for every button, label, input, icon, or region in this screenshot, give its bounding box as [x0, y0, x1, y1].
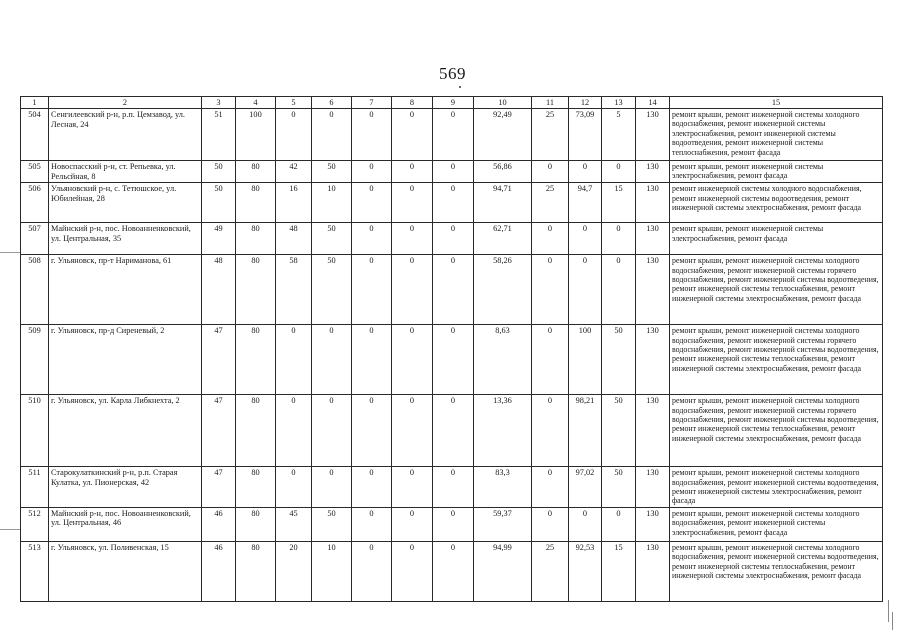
column-header-15: 15	[670, 97, 883, 109]
row-number: 505	[21, 161, 49, 183]
row-number: 507	[21, 223, 49, 255]
col14-cell: 130	[636, 325, 670, 395]
col3-cell: 48	[202, 255, 236, 325]
table-row	[21, 109, 883, 161]
row-number: 513	[21, 541, 49, 601]
table-row	[21, 325, 883, 395]
address-cell: г. Ульяновск, ул. Поливенская, 15	[49, 541, 202, 601]
col11-cell: 0	[532, 325, 569, 395]
col9-cell: 0	[433, 395, 474, 467]
col9-cell: 0	[433, 109, 474, 161]
col13-cell: 15	[602, 183, 636, 223]
col14-cell: 130	[636, 255, 670, 325]
table-row	[21, 395, 883, 467]
col12-cell: 0	[569, 507, 602, 541]
col7-cell: 0	[352, 507, 392, 541]
col14-cell: 130	[636, 109, 670, 161]
col8-cell: 0	[392, 541, 433, 601]
col3-cell: 47	[202, 325, 236, 395]
col13-cell: 0	[602, 223, 636, 255]
col12-cell: 100	[569, 325, 602, 395]
col13-cell: 50	[602, 395, 636, 467]
col3-cell: 46	[202, 541, 236, 601]
col8-cell: 0	[392, 467, 433, 508]
col5-cell: 20	[276, 541, 312, 601]
col3-cell: 51	[202, 109, 236, 161]
col7-cell: 0	[352, 183, 392, 223]
column-header-1: 1	[21, 97, 49, 109]
col11-cell: 0	[532, 161, 569, 183]
col12-cell: 98,21	[569, 395, 602, 467]
col6-cell: 0	[312, 395, 352, 467]
col11-cell: 25	[532, 541, 569, 601]
col8-cell: 0	[392, 507, 433, 541]
col10-cell: 58,26	[474, 255, 532, 325]
col7-cell: 0	[352, 255, 392, 325]
col12-cell: 73,09	[569, 109, 602, 161]
table-row	[21, 183, 883, 223]
column-header-9: 9	[433, 97, 474, 109]
col3-cell: 50	[202, 161, 236, 183]
col7-cell: 0	[352, 325, 392, 395]
page-number: 569	[439, 64, 466, 83]
address-cell: г. Ульяновск, пр-т Нариманова, 61	[49, 255, 202, 325]
col9-cell: 0	[433, 161, 474, 183]
col5-cell: 48	[276, 223, 312, 255]
column-header-7: 7	[352, 97, 392, 109]
col3-cell: 50	[202, 183, 236, 223]
col7-cell: 0	[352, 223, 392, 255]
col5-cell: 45	[276, 507, 312, 541]
row-number: 508	[21, 255, 49, 325]
col10-cell: 56,86	[474, 161, 532, 183]
col13-cell: 0	[602, 161, 636, 183]
row-number: 506	[21, 183, 49, 223]
row-number: 512	[21, 507, 49, 541]
col13-cell: 50	[602, 467, 636, 508]
col3-cell: 47	[202, 395, 236, 467]
col3-cell: 49	[202, 223, 236, 255]
col8-cell: 0	[392, 161, 433, 183]
col4-cell: 80	[236, 255, 276, 325]
col14-cell: 130	[636, 395, 670, 467]
col4-cell: 80	[236, 161, 276, 183]
col14-cell: 130	[636, 183, 670, 223]
table-body	[21, 109, 883, 602]
address-cell: Старокулаткинский р-н, р.п. Старая Кулатка, ул. Пионерская, 42	[49, 467, 202, 508]
works-cell: ремонт инженерной системы холодного водоснабжения, ремонт инженерной системы водоотведения, ремонт инженерной системы электроснабжения, ремонт фасада	[670, 183, 883, 223]
housing-repair-table	[20, 96, 883, 602]
row-number: 511	[21, 467, 49, 508]
col7-cell: 0	[352, 541, 392, 601]
row-number: 510	[21, 395, 49, 467]
col12-cell: 94,7	[569, 183, 602, 223]
col3-cell: 47	[202, 467, 236, 508]
address-cell: Новоспасский р-н, ст. Репьевка, ул. Рельсйная, 8	[49, 161, 202, 183]
col10-cell: 62,71	[474, 223, 532, 255]
col6-cell: 0	[312, 109, 352, 161]
col3-cell: 46	[202, 507, 236, 541]
table-row	[21, 467, 883, 508]
col14-cell: 130	[636, 507, 670, 541]
column-header-6: 6	[312, 97, 352, 109]
header-row	[21, 97, 883, 109]
column-header-12: 12	[569, 97, 602, 109]
table-row	[21, 223, 883, 255]
col10-cell: 13,36	[474, 395, 532, 467]
col5-cell: 0	[276, 467, 312, 508]
col9-cell: 0	[433, 467, 474, 508]
col11-cell: 0	[532, 395, 569, 467]
address-cell: Сенгилеевский р-н, р.п. Цемзавод, ул. Лесная, 24	[49, 109, 202, 161]
col11-cell: 25	[532, 109, 569, 161]
col9-cell: 0	[433, 325, 474, 395]
scan-edge-mark	[892, 612, 893, 630]
col13-cell: 15	[602, 541, 636, 601]
works-cell: ремонт крыши, ремонт инженерной системы холодного водоснабжения, ремонт инженерной системы водоотведения, ремонт инженерной системы теплоснабжения, ремонт инженерной системы электроснабжения, ремонт фасада	[670, 541, 883, 601]
col11-cell: 0	[532, 223, 569, 255]
col8-cell: 0	[392, 223, 433, 255]
table-row	[21, 255, 883, 325]
col12-cell: 92,53	[569, 541, 602, 601]
col7-cell: 0	[352, 161, 392, 183]
col9-cell: 0	[433, 507, 474, 541]
works-cell: ремонт крыши, ремонт инженерной системы электроснабжения, ремонт фасада	[670, 223, 883, 255]
address-cell: г. Ульяновск, ул. Карла Либкнехта, 2	[49, 395, 202, 467]
works-cell: ремонт крыши, ремонт инженерной системы холодного водоснабжения, ремонт инженерной системы горячего водоснабжения, ремонт инженерной системы водоотведения, ремонт инженерной системы теплоснабжения, ремонт инженерной системы электроснабжения, ремонт фасада	[670, 395, 883, 467]
col10-cell: 94,99	[474, 541, 532, 601]
col9-cell: 0	[433, 255, 474, 325]
col10-cell: 83,3	[474, 467, 532, 508]
col7-cell: 0	[352, 467, 392, 508]
column-header-3: 3	[202, 97, 236, 109]
col13-cell: 0	[602, 255, 636, 325]
col14-cell: 130	[636, 161, 670, 183]
col4-cell: 80	[236, 183, 276, 223]
col13-cell: 0	[602, 507, 636, 541]
col4-cell: 80	[236, 467, 276, 508]
col5-cell: 0	[276, 395, 312, 467]
works-cell: ремонт крыши, ремонт инженерной системы холодного водоснабжения, ремонт инженерной системы электроснабжения, ремонт фасада	[670, 507, 883, 541]
col7-cell: 0	[352, 109, 392, 161]
col10-cell: 94,71	[474, 183, 532, 223]
column-header-5: 5	[276, 97, 312, 109]
scan-edge-mark	[0, 252, 20, 253]
scan-speck	[459, 86, 461, 88]
col5-cell: 58	[276, 255, 312, 325]
col9-cell: 0	[433, 223, 474, 255]
col8-cell: 0	[392, 255, 433, 325]
col4-cell: 80	[236, 223, 276, 255]
col5-cell: 0	[276, 109, 312, 161]
works-cell: ремонт крыши, ремонт инженерной системы электроснабжения, ремонт фасада	[670, 161, 883, 183]
column-header-10: 10	[474, 97, 532, 109]
works-cell: ремонт крыши, ремонт инженерной системы холодного водоснабжения, ремонт инженерной системы электроснабжения, ремонт инженерной системы водоотведения, ремонт инженерной системы теплоснабжения, ремонт фасада	[670, 109, 883, 161]
col6-cell: 10	[312, 541, 352, 601]
col5-cell: 0	[276, 325, 312, 395]
col6-cell: 50	[312, 161, 352, 183]
col4-cell: 80	[236, 507, 276, 541]
column-header-11: 11	[532, 97, 569, 109]
scan-edge-mark	[888, 600, 889, 622]
column-header-13: 13	[602, 97, 636, 109]
col6-cell: 50	[312, 223, 352, 255]
col8-cell: 0	[392, 109, 433, 161]
col6-cell: 0	[312, 467, 352, 508]
col11-cell: 0	[532, 467, 569, 508]
col12-cell: 0	[569, 255, 602, 325]
col12-cell: 97,02	[569, 467, 602, 508]
row-number: 504	[21, 109, 49, 161]
table-row	[21, 541, 883, 601]
column-header-4: 4	[236, 97, 276, 109]
works-cell: ремонт крыши, ремонт инженерной системы холодного водоснабжения, ремонт инженерной системы горячего водоснабжения, ремонт инженерной системы водоотведения, ремонт инженерной системы теплоснабжения, ремонт инженерной системы электроснабжения, ремонт фасада	[670, 255, 883, 325]
col12-cell: 0	[569, 223, 602, 255]
works-cell: ремонт крыши, ремонт инженерной системы холодного водоснабжения, ремонт инженерной системы горячего водоснабжения, ремонт инженерной системы водоотведения, ремонт инженерной системы теплоснабжения, ремонт инженерной системы электроснабжения, ремонт фасада	[670, 325, 883, 395]
col10-cell: 8,63	[474, 325, 532, 395]
col14-cell: 130	[636, 541, 670, 601]
col4-cell: 80	[236, 395, 276, 467]
col6-cell: 10	[312, 183, 352, 223]
col6-cell: 50	[312, 507, 352, 541]
col8-cell: 0	[392, 395, 433, 467]
col8-cell: 0	[392, 325, 433, 395]
col13-cell: 50	[602, 325, 636, 395]
column-header-14: 14	[636, 97, 670, 109]
col9-cell: 0	[433, 541, 474, 601]
scan-edge-mark	[0, 529, 20, 530]
col6-cell: 50	[312, 255, 352, 325]
address-cell: Ульяновский р-н, с. Тетюшское, ул. Юбилейная, 28	[49, 183, 202, 223]
col5-cell: 16	[276, 183, 312, 223]
col14-cell: 130	[636, 223, 670, 255]
col10-cell: 59,37	[474, 507, 532, 541]
col4-cell: 80	[236, 325, 276, 395]
column-header-8: 8	[392, 97, 433, 109]
col6-cell: 0	[312, 325, 352, 395]
col10-cell: 92,49	[474, 109, 532, 161]
col11-cell: 0	[532, 255, 569, 325]
col14-cell: 130	[636, 467, 670, 508]
col11-cell: 25	[532, 183, 569, 223]
address-cell: Майнский р-н, пос. Новоанненковский, ул. Центральная, 46	[49, 507, 202, 541]
col9-cell: 0	[433, 183, 474, 223]
row-number: 509	[21, 325, 49, 395]
col4-cell: 80	[236, 541, 276, 601]
col12-cell: 0	[569, 161, 602, 183]
column-header-2: 2	[49, 97, 202, 109]
table-row	[21, 161, 883, 183]
table-row	[21, 507, 883, 541]
col4-cell: 100	[236, 109, 276, 161]
col7-cell: 0	[352, 395, 392, 467]
address-cell: Майнский р-н, пос. Новоанненковский, ул. Центральная, 35	[49, 223, 202, 255]
col13-cell: 5	[602, 109, 636, 161]
address-cell: г. Ульяновск, пр-д Сиреневый, 2	[49, 325, 202, 395]
col8-cell: 0	[392, 183, 433, 223]
works-cell: ремонт крыши, ремонт инженерной системы холодного водоснабжения, ремонт инженерной системы водоотведения, ремонт инженерной системы электроснабжения, ремонт фасада	[670, 467, 883, 508]
col5-cell: 42	[276, 161, 312, 183]
col11-cell: 0	[532, 507, 569, 541]
